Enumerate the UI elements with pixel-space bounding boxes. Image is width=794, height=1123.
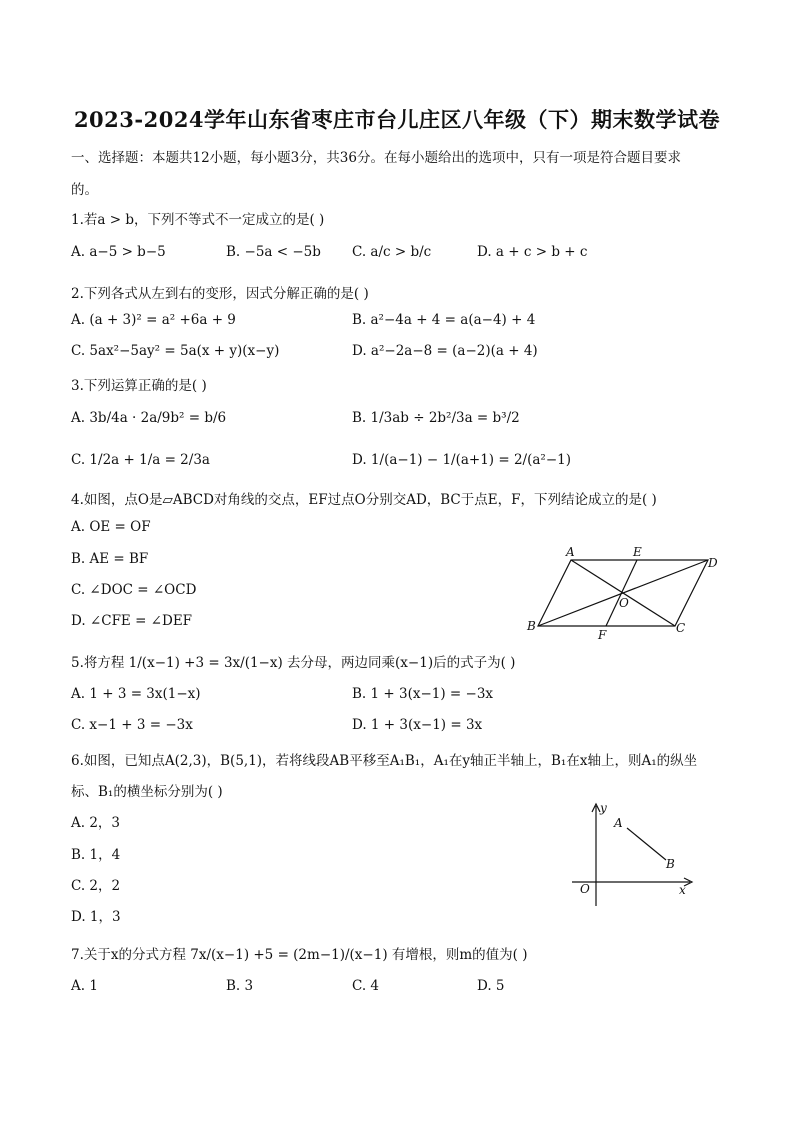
label-x: x bbox=[679, 883, 686, 897]
label-o: O bbox=[580, 882, 590, 896]
q3-option-b: B. 1/3ab ÷ 2b²/3a = b³/2 bbox=[352, 410, 520, 426]
q4-option-b: B. AE = BF bbox=[71, 551, 149, 567]
q4-option-c: C. ∠DOC = ∠OCD bbox=[71, 582, 197, 598]
label-a: A bbox=[614, 816, 623, 830]
q7-option-b: B. 3 bbox=[226, 978, 254, 994]
q2-option-b: B. a²−4a + 4 = a(a−4) + 4 bbox=[352, 312, 536, 328]
question-7-stem: 7.关于x的分式方程 7x/(x−1) +5 = (2m−1)/(x−1) 有增根，则m的值为( ) bbox=[71, 947, 528, 963]
q3-option-d: D. 1/(a−1) − 1/(a+1) = 2/(a²−1) bbox=[352, 452, 571, 468]
q1-option-d: D. a + c > b + c bbox=[477, 244, 588, 260]
q4-option-a: A. OE = OF bbox=[71, 519, 151, 535]
q3-option-a: A. 3b/4a · 2a/9b² = b/6 bbox=[71, 410, 227, 426]
label-o: O bbox=[619, 596, 629, 610]
question-6-stem-cont: 标、B₁的横坐标分别为( ) bbox=[71, 784, 223, 800]
q2-option-c: C. 5ax²−5ay² = 5a(x + y)(x−y) bbox=[71, 343, 280, 359]
segment-ab bbox=[627, 828, 666, 860]
parallelogram-figure bbox=[520, 540, 730, 645]
q7-option-c: C. 4 bbox=[352, 978, 380, 994]
label-e: E bbox=[633, 545, 642, 559]
coordinate-figure bbox=[560, 796, 710, 914]
section-heading: 一、选择题：本题共12小题，每小题3分，共36分。在每小题给出的选项中，只有一项是符合题目要求 bbox=[71, 150, 681, 166]
q2-option-a: A. (a + 3)² = a² +6a + 9 bbox=[71, 312, 236, 328]
q1-option-c: C. a/c > b/c bbox=[352, 244, 432, 260]
q7-option-d: D. 5 bbox=[477, 978, 505, 994]
q5-option-c: C. x−1 + 3 = −3x bbox=[71, 717, 193, 733]
q4-option-d: D. ∠CFE = ∠DEF bbox=[71, 613, 193, 629]
q1-option-b: B. −5a < −5b bbox=[226, 244, 321, 260]
label-d: D bbox=[708, 556, 718, 570]
q5-option-a: A. 1 + 3 = 3x(1−x) bbox=[71, 686, 201, 702]
question-1-stem: 1.若a > b，下列不等式不一定成立的是( ) bbox=[71, 212, 325, 228]
q6-option-a: A. 2，3 bbox=[71, 815, 121, 831]
segment-ef bbox=[606, 560, 637, 626]
label-b: B bbox=[527, 619, 536, 633]
q1-option-a: A. a−5 > b−5 bbox=[71, 244, 166, 260]
q6-option-c: C. 2，2 bbox=[71, 878, 121, 894]
q7-option-a: A. 1 bbox=[71, 978, 98, 994]
question-6-stem: 6.如图，已知点A(2,3)，B(5,1)，若将线段AB平移至A₁B₁，A₁在y轴正半轴上，B₁在x轴上，则A₁的纵坐 bbox=[71, 753, 698, 769]
label-c: C bbox=[676, 621, 686, 635]
q6-option-b: B. 1，4 bbox=[71, 847, 121, 863]
q5-option-d: D. 1 + 3(x−1) = 3x bbox=[352, 717, 483, 733]
label-b: B bbox=[666, 857, 675, 871]
section-heading-cont: 的。 bbox=[71, 182, 98, 198]
diagonal-bd bbox=[538, 560, 708, 626]
q2-option-d: D. a²−2a−8 = (a−2)(a + 4) bbox=[352, 343, 538, 359]
label-f: F bbox=[598, 628, 607, 642]
question-4-stem: 4.如图，点O是▱ABCD对角线的交点，EF过点O分别交AD，BC于点E，F，下列结论成立的是( ) bbox=[71, 492, 657, 508]
page-title: 2023-2024学年山东省枣庄市台儿庄区八年级（下）期末数学试卷 bbox=[73, 107, 721, 132]
question-2-stem: 2.下列各式从左到右的变形，因式分解正确的是( ) bbox=[71, 286, 369, 302]
q5-option-b: B. 1 + 3(x−1) = −3x bbox=[352, 686, 494, 702]
question-3-stem: 3.下列运算正确的是( ) bbox=[71, 378, 207, 394]
question-5-stem: 5.将方程 1/(x−1) +3 = 3x/(1−x) 去分母，两边同乘(x−1)后的式子为( ) bbox=[71, 655, 516, 671]
label-y: y bbox=[600, 801, 607, 815]
q6-option-d: D. 1，3 bbox=[71, 909, 121, 925]
q3-option-c: C. 1/2a + 1/a = 2/3a bbox=[71, 452, 210, 468]
label-a: A bbox=[566, 545, 575, 559]
